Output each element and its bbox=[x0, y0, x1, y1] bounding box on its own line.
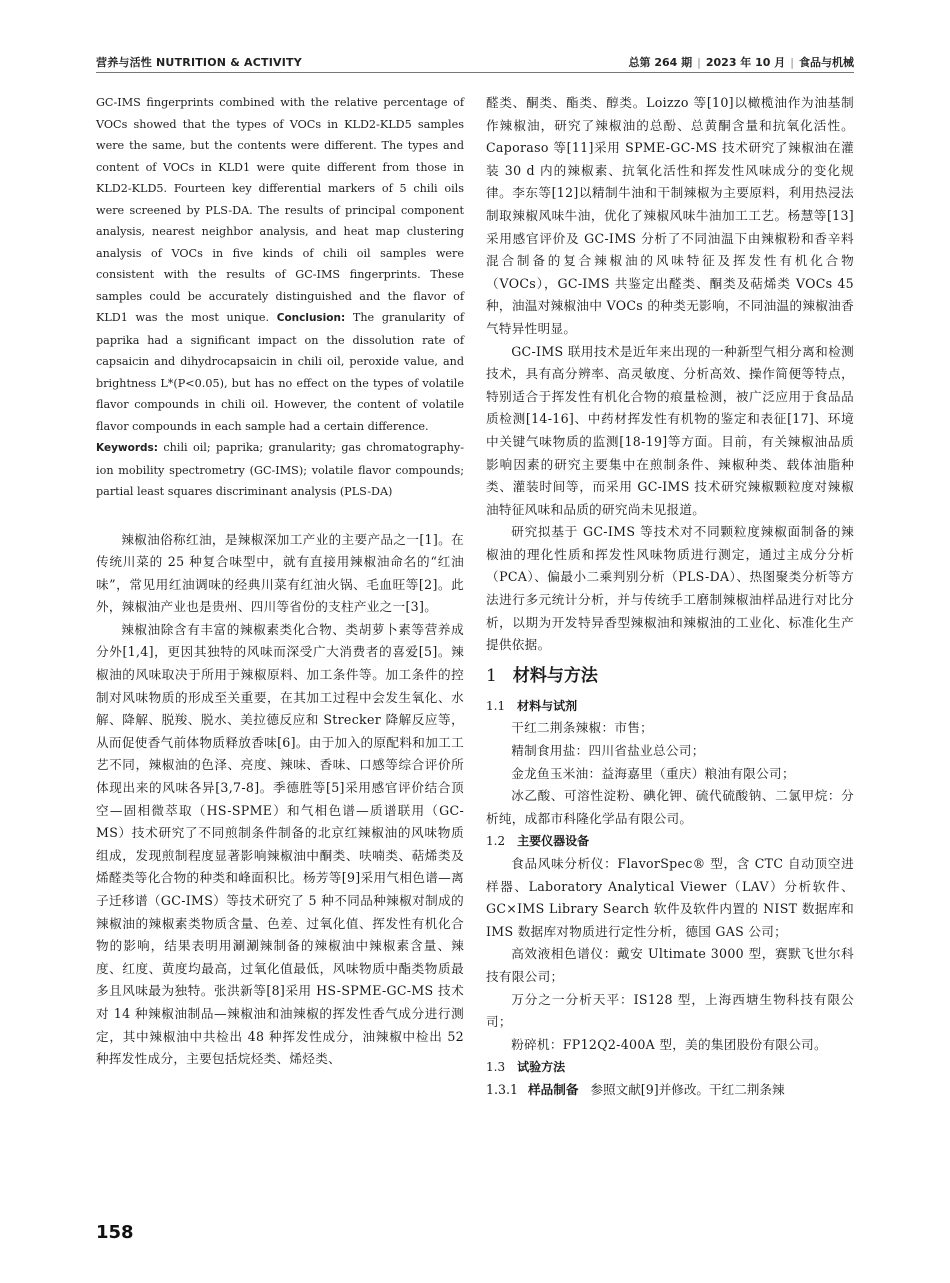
intro-paragraph-2: 辣椒油除含有丰富的辣椒素类化合物、类胡萝卜素等营养成分外[1,4]，更因其独特的风味而深受广大消费者的喜爱[5]。辣椒油的风味取决于所用于辣椒原料、加工条件等。加工条件的控制对风味物质的形成至关重要，在其加工过程中会发生氧化、水解、降解、脱羧、脱水、美拉德反应和 Strecker 降解反应等，从而促使香气前体物质释放香味[6]。由于加入的原配料和加工工艺不同，辣椒油的色泽、亮度、辣味、香味、口感等综合评价所体现出来的风味各异[3,7-8]。季德胜等[5]采用感官评价结合顶空—固相微萃取（HS-SPME）和气相色谱—质谱联用（GC-MS）技术研究了不同煎制条件制备的北京红辣椒油的风味物质组成，发现煎制程度显著影响辣椒油中酮类、呋喃类、萜烯类及烯醛类等化合物的种类和峰面积比。杨芳等[9]采用气相色谱—离子迁移谱（GC-IMS）等技术研究了 5 种不同品种辣椒对制成的辣椒油的辣椒素类物质含量、色差、过氧化值、挥发性有机化合物的影响，结果表明用涮涮辣制备的辣椒油中辣椒素含量、辣度、红度、黄度均最高，过氧化值最低，风味物质中酯类物质最多且风味最为独特。张洪新等[8]采用 HS-SPME-GC-MS 技术对 14 种辣椒油制品—辣椒油和油辣椒的挥发性香气成分进行测定，其中辣椒油中共检出 48 种挥发性成分，油辣椒中检出 52 种挥发性成分，主要包括烷烃类、烯烃类、 bbox=[96, 621, 464, 1067]
section-number: 1.3.1 bbox=[486, 1081, 519, 1097]
header-separator: | bbox=[697, 56, 701, 69]
journal-section-title: 营养与活性 NUTRITION & ACTIVITY bbox=[96, 56, 302, 69]
material-item: 金龙鱼玉米油：益海嘉里（重庆）粮油有限公司； bbox=[511, 765, 795, 781]
abstract-results-text: GC-IMS fingerprints combined with the relative percentage of VOCs showed that the types of VOCs in KLD2-KLD5 samples were the same, but the contents were different. The types and content of VOCs in KLD1 were quite different from those in KLD2-KLD5. Fourteen key differential markers of 5 chili oils were screened by PLS-DA. The results of principal component analysis, nearest neighbor analysis, and heat map clustering analysis of VOCs in five kinds of chili oil samples were consistent with the results of GC-IMS fingerprints. These samples could be accurately distinguished and the flavor of KLD1 was the most unique. bbox=[96, 96, 464, 324]
keywords-text: chili oil; paprika; granularity; gas chromatography-ion mobility spectrometry (GC-IMS); volatile flavor compounds; partial least squares discriminant analysis (PLS-DA) bbox=[96, 441, 464, 498]
header-separator: | bbox=[790, 56, 794, 69]
issue-info bbox=[629, 54, 854, 70]
header-rule bbox=[96, 72, 854, 73]
section-heading-1-2 bbox=[486, 830, 854, 853]
section-heading-1-3-1 bbox=[486, 1079, 854, 1102]
material-item: 精制食用盐：四川省盐业总公司； bbox=[511, 743, 705, 759]
left-column bbox=[96, 92, 464, 1071]
section-heading-1-1 bbox=[486, 695, 854, 718]
intro-paragraph-4: 研究拟基于 GC-IMS 等技术对不同颗粒度辣椒面制备的辣椒油的理化性质和挥发性风味物质进行测定，通过主成分分析（PCA）、偏最小二乘判别分析（PLS-DA）、热图聚类分析等方法进行多元统计分析，并与传统手工磨制辣椒油样品进行对比分析，以期为开发特异香型辣椒油和辣椒油的工业化、标准化生产提供依据。 bbox=[486, 524, 854, 653]
english-abstract-results bbox=[96, 92, 464, 437]
issue-date: 2023 年 10 月 bbox=[705, 56, 786, 69]
section-title: 试验方法 bbox=[517, 1060, 566, 1075]
section-title: 主要仪器设备 bbox=[517, 834, 590, 849]
running-header bbox=[96, 50, 854, 72]
section-heading-1-3 bbox=[486, 1056, 854, 1079]
intro-paragraph-3: GC-IMS 联用技术是近年来出现的一种新型气相分离和检测技术，具有高分辨率、高灵敏度、分析高效、操作简便等特点，特别适合于挥发性有机化合物的痕量检测，被广泛应用于食品品质检测[14-16]、中药材挥发性有机物的鉴定和表征[17]、环境中关键气味物质的监测[18-19]等方面。目前，有关辣椒油品质影响因素的研究主要集中在煎制条件、辣椒种类、载体油脂种类、灌装时间等，而采用 GC-IMS 技术研究辣椒颗粒度对辣椒油特征风味和品质的研究尚未见报道。 bbox=[486, 343, 854, 517]
section-title: 材料与试剂 bbox=[517, 698, 578, 713]
section-heading-1 bbox=[486, 663, 854, 689]
issue-number: 总第 264 期 bbox=[628, 56, 693, 69]
section-number: 1.3 bbox=[486, 1060, 506, 1075]
section-number: 1 bbox=[486, 665, 497, 686]
intro-paragraph-1: 辣椒油俗称红油，是辣椒深加工产业的主要产品之一[1]。在传统川菜的 25 种复合味型中，就有直接用辣椒油命名的“红油味”，常见用红油调味的经典川菜有红油火锅、毛血旺等[2]。此外，辣椒油产业也是贵州、四川等省份的支柱产业之一[3]。 bbox=[96, 531, 464, 615]
section-title: 材料与方法 bbox=[512, 665, 598, 686]
page-number: 158 bbox=[96, 1222, 134, 1243]
keywords bbox=[96, 437, 464, 503]
equipment-item: 万分之一分析天平：IS128 型，上海西塘生物科技有限公司； bbox=[486, 991, 854, 1030]
abstract-conclusion-text: The granularity of paprika had a significant impact on the dissolution rate of capsaicin and dihydrocapsaicin in chili oil, peroxide value, and brightness L*(P<0.05), but has no effect on the types of volatile flavor compounds in chili oil. However, the content of volatile flavor compounds in each sample had a certain difference. bbox=[96, 311, 464, 433]
section-number: 1.2 bbox=[486, 834, 506, 849]
equipment-item: 粉碎机：FP12Q2-400A 型，美的集团股份有限公司。 bbox=[511, 1036, 827, 1052]
spacer bbox=[96, 503, 464, 529]
equipment-item: 食品风味分析仪：FlavorSpec® 型，含 CTC 自动顶空进样器、Laboratory Analytical Viewer（LAV）分析软件、GC×IMS Library Search 软件及软件内置的 NIST 数据库和 IMS 数据库对物质进行定性分析，德国 GAS 公司； bbox=[486, 856, 854, 939]
right-column bbox=[486, 92, 854, 1102]
conclusion-label: Conclusion: bbox=[276, 312, 346, 324]
section-text: 参照文献[9]并修改。干红二荆条辣 bbox=[590, 1081, 785, 1097]
keywords-label: Keywords: bbox=[96, 442, 158, 454]
equipment-item: 高效液相色谱仪：戴安 Ultimate 3000 型，赛默飞世尔科技有限公司； bbox=[486, 946, 854, 984]
material-item: 干红二荆条辣椒：市售； bbox=[511, 720, 654, 736]
intro-paragraph-2-cont: 醛类、酮类、酯类、醇类。Loizzo 等[10]以橄榄油作为油基制作辣椒油，研究了辣椒油的总酚、总黄酮含量和抗氧化活性。Caporaso 等[11]采用 SPME-GC-MS 技术研究了辣椒油在灌装 30 d 内的辣椒素、抗氧化活性和挥发性风味成分的变化规律。李东等[12]以精制牛油和干制辣椒为主要原料，利用热浸法制取辣椒风味牛油，优化了辣椒风味牛油加工工艺。杨慧等[13]采用感官评价及 GC-IMS 分析了不同油温下由辣椒粉和香辛料混合制备的复合辣椒油的风味特征及挥发性有机化合物（VOCs），GC-IMS 共鉴定出醛类、酮类及萜烯类 VOCs 45 种，油温对辣椒油中 VOCs 的种类无影响，不同油温的辣椒油香气特异性明显。 bbox=[486, 95, 854, 336]
journal-name: 食品与机械 bbox=[799, 56, 854, 69]
material-item: 冰乙酸、可溶性淀粉、碘化钾、硫代硫酸钠、二氯甲烷：分析纯，成都市科隆化学品有限公司。 bbox=[486, 788, 854, 826]
section-title: 样品制备 bbox=[528, 1081, 579, 1097]
section-number: 1.1 bbox=[486, 698, 506, 713]
